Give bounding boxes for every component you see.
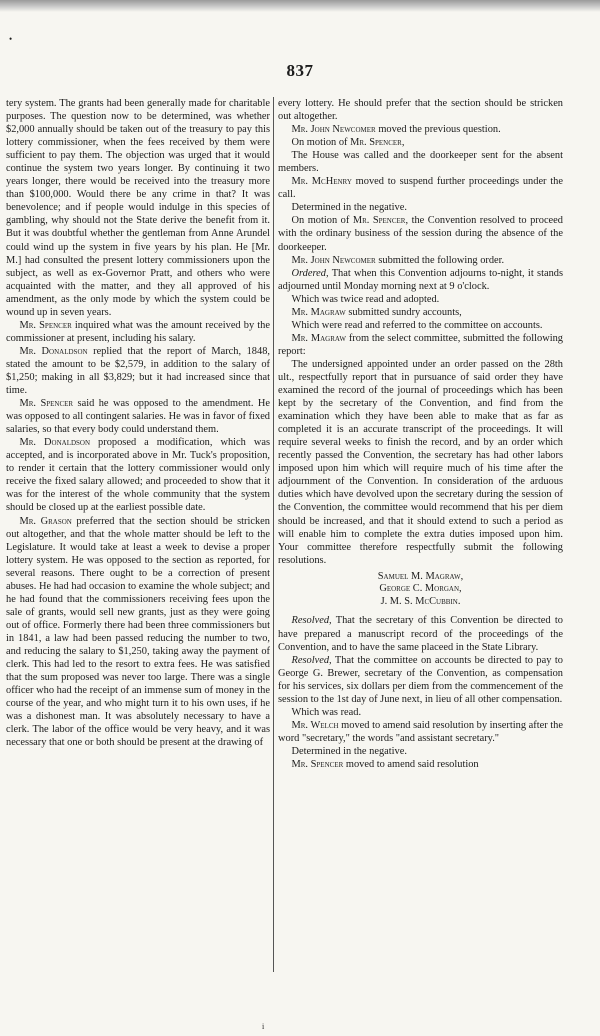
left-paragraph xyxy=(6,397,270,436)
speaker-name: Mr. Spencer xyxy=(19,398,74,410)
paragraph-text: submitted sundry accounts, xyxy=(348,306,462,318)
left-paragraph xyxy=(6,345,270,397)
right-paragraph xyxy=(278,293,563,306)
paragraph-text: inquired what was the amount received by the commissioner at present, including his salary. xyxy=(6,319,270,344)
paragraph-text: said he was opposed to the amendment. He was opposed to all contingent salaries. He was in favor of fixed salaries, so that every body could understand them. xyxy=(6,398,270,436)
paragraph-text: That the committee on accounts be directed to pay to George G. Brewer, secretary of the Convention, as compensation for his services, six dollars per diem from the commencement of the session to the 1st day of June next, in lieu of all other compensation. xyxy=(278,654,563,705)
paragraph-text: Which were read and referred to the committee on accounts. xyxy=(291,319,543,331)
paragraph-text: replied that the report of March, 1848, stated the amount to be $2,579, in addition to the salary of $1,250; making in all $3,829; but it had increased since that time. xyxy=(6,345,270,397)
left-column xyxy=(6,97,270,749)
resolution-lead: Resolved, xyxy=(291,615,332,627)
right-paragraph xyxy=(278,654,563,706)
paragraph-text: moved the previous question. xyxy=(378,124,501,136)
paragraph-text: from the select committee, submitted the following report: xyxy=(278,332,563,357)
paragraph-text: That the secretary of this Convention be directed to have prepared a manuscript record of the proceedings of the Convention, and to have the same placeed in the State Library. xyxy=(278,615,564,653)
speaker-name: Mr. Welch xyxy=(291,719,339,731)
right-column xyxy=(278,97,563,771)
right-paragraph xyxy=(278,123,563,136)
right-paragraph xyxy=(278,97,563,123)
speaker-name: Mr. Spencer, xyxy=(350,137,405,149)
paragraph-text: moved to amend said resolution by inserting after the word "secretary," the words "and assistant secretary." xyxy=(278,719,563,744)
paragraph-text: the Convention resolved to proceed with the ordinary business of the session during the absence of the doorkeeper. xyxy=(278,215,563,253)
signature-name: J. M. S. McCubbin. xyxy=(380,595,461,607)
right-paragraph xyxy=(278,745,563,758)
speaker-name: Mr. Magraw xyxy=(291,306,346,318)
paragraph-prefix: On motion of xyxy=(291,137,351,149)
right-paragraph xyxy=(278,214,563,253)
right-paragraph xyxy=(278,719,563,745)
column-divider xyxy=(273,97,274,972)
signature-name: Samuel M. Magraw, xyxy=(377,570,464,582)
right-paragraph xyxy=(278,332,563,358)
paragraph-text: Which was read. xyxy=(291,706,362,718)
paragraph-text: Which was twice read and adopted. xyxy=(291,293,440,305)
speaker-name: Mr. Spencer xyxy=(291,758,344,770)
paragraph-text: every lottery. He should prefer that the section should be stricken out altogether. xyxy=(278,98,563,123)
speaker-name: Mr. Donaldson xyxy=(19,345,88,357)
margin-bullet: • xyxy=(9,34,13,44)
footer-mark: i xyxy=(262,1022,265,1031)
right-paragraph xyxy=(278,306,563,319)
speaker-name: Mr. Magraw xyxy=(291,332,346,344)
right-paragraph xyxy=(278,267,563,293)
speaker-name: Mr. Spencer xyxy=(19,319,72,331)
committee-signatures xyxy=(278,571,563,609)
resolution-lead: Resolved, xyxy=(291,654,332,666)
speaker-name: Mr. John Newcomer xyxy=(291,124,376,136)
paragraph-text: proposed a modification, which was accepted, and is incorporated above in Mr. Tuck's proposition, to render it certain that the lottery commissioner would only receive the fixed salary allowed; and proceeded to show that it was for the interest of the whole community that the system should be closed up at the earliest possible date. xyxy=(6,437,271,514)
paragraph-text: tery system. The grants had been generally made for charitable purposes. The question now to be determined, was whether $2,000 annually should be taken out of the treasury to pay this lottery commissioner, when the fees received by them were sufficient to pay them. The objection was urged that it would continue the system two years longer. By continuing it two years longer, there would be received into the treasury more than $100,000. Would there be any crime in that? It was benevolence; and if people would indulge in this species of gambling, why should not the State derive the benefit from it. But it was doubtful whether the gentleman from Anne Arundel could wind up the system in five years by his plan. He [Mr. M.] had consulted the present lottery commissioners upon the subject, as well as ex-Governor Pratt, and others who were acquainted with the matter, and they all approved of his amendment, as the only mode by which the system could be wound up in seven years. xyxy=(6,98,270,318)
paragraph-text: That when this Convention adjourns to-night, it stands adjourned until Monday morning next at 9 o'clock. xyxy=(278,267,563,292)
right-paragraph xyxy=(278,149,563,175)
right-paragraph xyxy=(278,758,563,771)
scan-top-edge xyxy=(0,0,600,12)
speaker-name: Mr. McHenry xyxy=(291,176,352,188)
right-paragraph xyxy=(278,175,563,201)
right-paragraph xyxy=(278,201,563,214)
paragraph-text: The undersigned appointed under an order passed on the 28th ult., respectfully report that in pursuance of said order they have examined the record of the journal of proceedings which has been kept by the secretary of the Convention, and find from the examination which they have been able to make that as far as completed it is an accurate transcript of the proceedings. It will require several weeks to finish the record, and by an order which recently passed the Convention, the secretary has had other labors imposed upon him which will require much of his time after the adjournment of the Convention. In consideration of the arduous duties which have devolved upon the secretary during the session of the Convention, the committee would recommend that his per diem should be increased, and that it should extend to such a period as will enable him to complete the extra duties imposed upon him. Your committee therefore respectfully submit the following resolutions. xyxy=(278,358,563,566)
left-paragraph xyxy=(6,97,270,319)
speaker-name: Mr. Spencer, xyxy=(352,215,409,227)
page-number: 837 xyxy=(286,61,314,80)
speaker-name: Mr. John Newcomer xyxy=(291,254,376,266)
signature-name: George C. Morgan, xyxy=(379,583,462,595)
right-paragraph xyxy=(278,136,563,149)
right-paragraph xyxy=(278,706,563,719)
right-paragraph xyxy=(278,254,563,267)
paragraph-text: preferred that the section should be stricken out altogether, and that the whole matter should be left to the Legislature. It would take at least a week to devise a proper lottery system. He was opposed to the section as reported, for several reasons. There ought to be a correction of present abuses. He had had occasion to examine the whole subject; and he had found that the commissioners receiving fees upon the sale of grants, would sell new grants, just as they were going out of office. Formerly there had been three commissioners but in 1841, a law had been passed reducing the number to two, and reducing the salary to $1,250, taking away the payment of clerk. This had led to the resort to extra fees. He was satisfied that the sum proposed was never too large. There was a single officer who had the receipt of an immense sum of money in the course of the year, and who might turn it to his own uses, if he was a dishonest man. It was absolutely necessary to have a clerk. The labor of the office would be very heavy, and it was necessary that one or both should be present at the drawing of xyxy=(6,515,270,749)
left-paragraph xyxy=(6,515,270,750)
paragraph-text: submitted the following order. xyxy=(378,254,505,266)
left-paragraph xyxy=(6,436,270,514)
paragraph-prefix: On motion of xyxy=(291,215,353,227)
paragraph-text: Determined in the negative. xyxy=(291,202,407,214)
paragraph-text: moved to amend said resolution xyxy=(345,758,479,770)
paragraph-text: Determined in the negative. xyxy=(291,745,407,757)
right-paragraph xyxy=(278,319,563,332)
resolution-lead: Ordered, xyxy=(291,267,329,279)
right-paragraph xyxy=(278,358,563,567)
speaker-name: Mr. Grason xyxy=(19,515,72,527)
paragraph-text: The House was called and the doorkeeper sent for the absent members. xyxy=(278,150,563,175)
right-paragraph xyxy=(278,614,563,653)
speaker-name: Mr. Donaldson xyxy=(19,437,91,449)
left-paragraph xyxy=(6,319,270,345)
paragraph-text: moved to suspend further proceedings under the call. xyxy=(278,176,563,201)
